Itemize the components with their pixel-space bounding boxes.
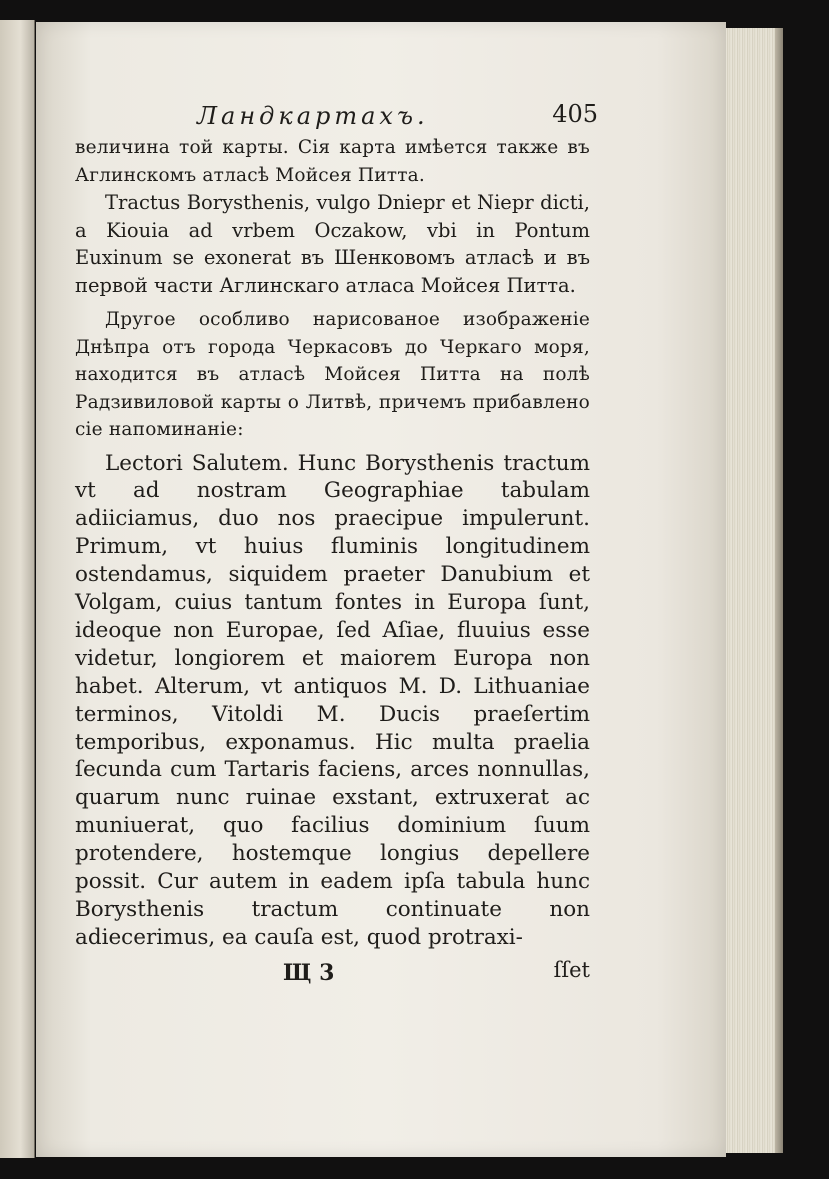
- catchword: ſſet: [553, 957, 590, 982]
- spacer: [75, 299, 590, 306]
- signature-mark: Щ 3: [283, 959, 335, 986]
- previous-page-edge: [0, 20, 35, 1158]
- paragraph-latin-4: Lectori Salutem. Hunc Borysthenis tractum vt ad nostram Geographiae tabulam adiiciamus, duo nos praecipue impulerunt. Primum, vt huius fluminis longitudinem ostendamus, siquidem praeter Danubium et Volgam, cuius tantum fontes in Europa ſunt, ideoque non Europae, ſed Aſiae, fluuius esse videtur, longiorem et maiorem Europa non habet. Alterum, vt antiquos M. D. Lithuaniae terminos, Vitoldi M. Ducis praeſertim temporibus, exponamus. Hic multa praelia ſecunda cum Tartaris faciens, arces nonnullas, quarum nunc ruinae exstant, extruxerat ac muniuerat, quo facilius dominium ſuum protendere, hostemque longius depellere possit. Cur autem in eadem ipſa tabula hunc Borysthenis tractum continuate non adiecerimus, ea cauſa est, quod protraxi-: [75, 450, 590, 950]
- page-block-edge: [722, 28, 783, 1153]
- paragraph-mixed-2: Tractus Borysthenis, vulgo Dniepr et Niepr dicti, a Kiouia ad vrbem Oczakow, vbi in Pontum Euxinum se exonerat въ Шенковомъ атласѣ и въ первой части Аглинскаго атласа Мойсея Питта.: [75, 191, 590, 297]
- running-head: Ландкартахъ.: [197, 102, 429, 130]
- paragraph-russian-3: Другое особливо нарисованое изображеніе Днѣпра отъ города Черкасовъ до Черкаго моря, находится въ атласѣ Мойсея Питта на полѣ Радзивиловой карты о Литвѣ, причемъ прибавлено сіе напоминаніе:: [75, 309, 590, 440]
- page-footer: [75, 958, 590, 992]
- page-number: 405: [552, 100, 598, 128]
- paragraph-russian-1: величина той карты. Сія карта имѣется также въ Аглинскомъ атласѣ Мойсея Питта.: [75, 137, 590, 186]
- page-header: [75, 100, 598, 134]
- page-content: [75, 100, 598, 992]
